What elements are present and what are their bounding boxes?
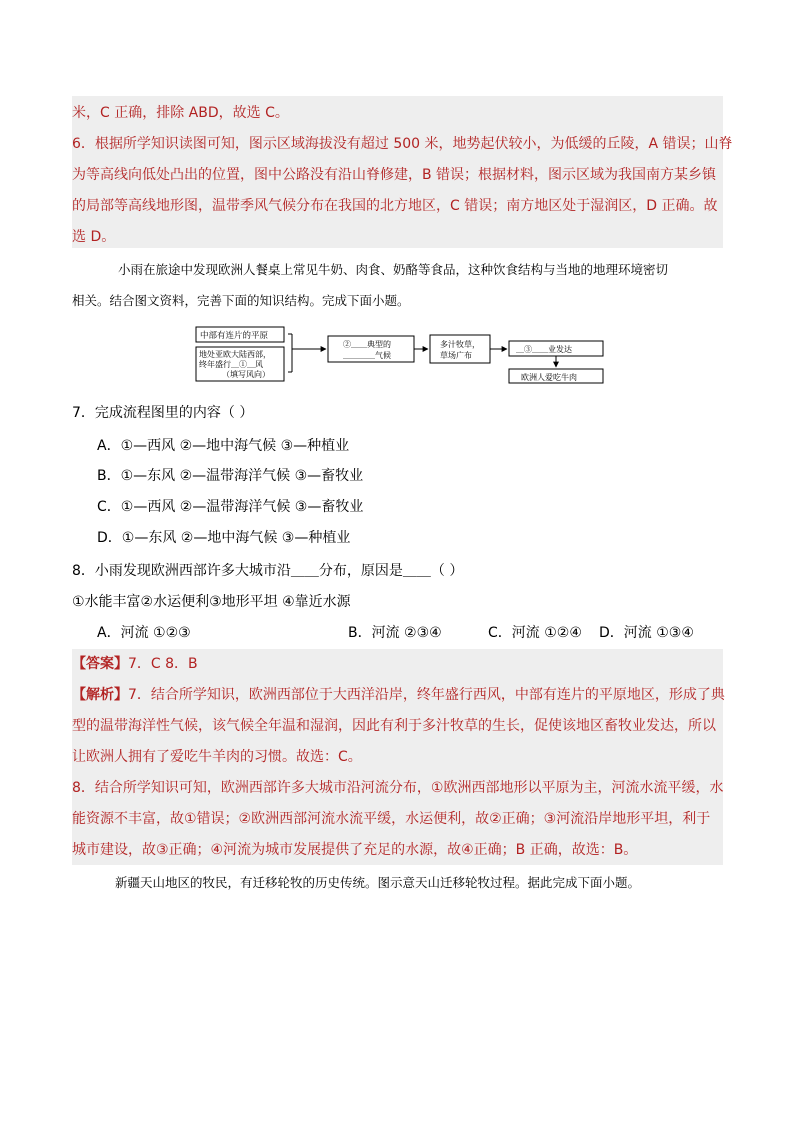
q8-reasons: ①水能丰富②水运便利③地形平坦 ④靠近水源 <box>72 594 351 610</box>
intro2-line: 新疆天山地区的牧民，有迁移轮牧的历史传统。图示意天山迁移轮牧过程。据此完成下面小题。 <box>115 875 641 890</box>
flow-box-text: 终年盛行＿①＿风 <box>199 360 263 369</box>
flow-box-text: ②＿＿典型的 <box>343 340 391 349</box>
flow-box-text: 多汁牧草， <box>440 340 480 349</box>
explanation-line: 选 D。 <box>72 229 116 245</box>
intro-line: 相关。结合图文资料，完善下面的知识结构。完成下面小题。 <box>72 293 410 308</box>
intro-line: 小雨在旅途中发现欧洲人餐桌上常见牛奶、肉食、奶酪等食品，这种饮食结构与当地的地理环境密切 <box>118 262 669 277</box>
flow-box-text: ＿＿＿＿气候 <box>343 351 391 360</box>
q7-option: C．①—西风 ②—温带海洋气候 ③—畜牧业 <box>97 499 364 515</box>
q7-option: D．①—东风 ②—地中海气候 ③—种植业 <box>97 530 351 546</box>
flow-box-text: 地处亚欧大陆西部， <box>199 350 271 359</box>
q8-option-c: C．河流 ①②④ <box>488 625 582 641</box>
analysis-text: 7．结合所学知识，欧洲西部位于大西洋沿岸，终年盛行西风，中部有连片的平原地区，形成了典 <box>128 687 725 703</box>
explanation-line: 米，C 正确，排除 ABD，故选 C。 <box>72 105 289 121</box>
flow-box-text: 草场广布 <box>440 351 472 360</box>
answer-label: 【答案】 <box>72 656 128 672</box>
explanation-line: 为等高线向低处凸出的位置，图中公路没有沿山脊修建，B 错误；根据材料，图示区域为我国南方某乡镇 <box>72 167 717 183</box>
flow-box-text: （填写风向） <box>222 370 270 379</box>
analysis-line: 型的温带海洋性气候，该气候全年温和湿润，因此有利于多汁牧草的生长，促使该地区畜牧业发达，所以 <box>72 718 716 734</box>
q7-option: B．①—东风 ②—温带海洋气候 ③—畜牧业 <box>97 468 364 484</box>
question-8-stem: 8．小雨发现欧洲西部许多大城市沿＿＿分布，原因是＿＿（ ） <box>72 563 464 579</box>
explanation-line: 6．根据所学知识读图可知，图示区域海拔没有超过 500 米，地势起伏较小，为低缓的丘陵，A 错误；山脊 <box>72 136 733 152</box>
q8-option-d: D．河流 ①③④ <box>599 625 694 641</box>
analysis-line: 让欧洲人拥有了爱吃牛羊肉的习惯。故选：C。 <box>72 749 362 765</box>
q8-option-a: A．河流 ①②③ <box>97 625 191 641</box>
explanation-line: 的局部等高线地形图，温带季风气候分布在我国的北方地区，C 错误；南方地区处于湿润区，D 正确。故 <box>72 198 718 214</box>
flow-box-text: 中部有连片的平原 <box>200 331 269 341</box>
q8-option-b: B．河流 ②③④ <box>348 625 442 641</box>
knowledge-flowchart <box>0 322 794 402</box>
analysis-line: 8．结合所学知识可知，欧洲西部许多大城市沿河流分布，①欧洲西部地形以平原为主，河流水流平缓，水 <box>72 780 724 796</box>
answer-line <box>72 655 198 673</box>
flow-box-text: 欧洲人爱吃牛肉 <box>521 373 577 382</box>
question-7-stem: 7．完成流程图里的内容（ ） <box>72 405 254 421</box>
analysis-line <box>72 686 725 704</box>
flow-box-text: ＿③＿＿业发达 <box>516 345 572 354</box>
analysis-label: 【解析】 <box>72 687 128 703</box>
answer-text: 7．C 8．B <box>128 656 198 672</box>
q7-option: A．①—西风 ②—地中海气候 ③—种植业 <box>97 438 350 454</box>
analysis-line: 能资源不丰富，故①错误；②欧洲西部河流水流平缓，水运便利，故②正确；③河流沿岸地形平坦，利于 <box>72 811 711 827</box>
analysis-line: 城市建设，故③正确；④河流为城市发展提供了充足的水源，故④正确；B 正确，故选：B。 <box>72 842 638 858</box>
